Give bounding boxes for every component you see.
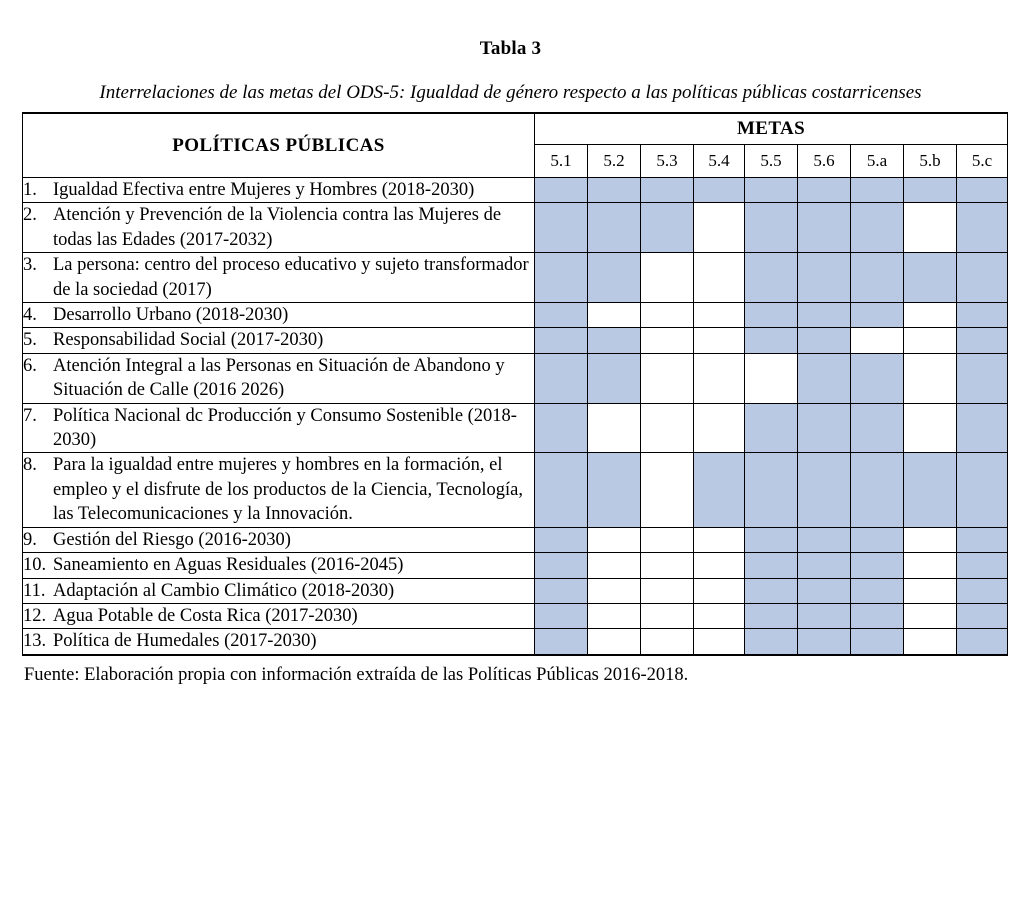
meta-cell bbox=[641, 328, 694, 353]
policy-label: Gestión del Riesgo (2016-2030) bbox=[53, 529, 291, 550]
meta-cell bbox=[535, 527, 588, 552]
meta-cell bbox=[641, 303, 694, 328]
meta-cell bbox=[588, 453, 641, 527]
meta-cell bbox=[798, 629, 851, 655]
meta-cell bbox=[904, 453, 957, 527]
meta-cell bbox=[904, 629, 957, 655]
meta-col-5-a: 5.a bbox=[851, 145, 904, 178]
policy-number: 5. bbox=[23, 330, 37, 351]
meta-cell bbox=[588, 353, 641, 403]
meta-cell bbox=[957, 527, 1008, 552]
meta-cell bbox=[851, 553, 904, 578]
header-policies: POLÍTICAS PÚBLICAS bbox=[23, 113, 535, 178]
meta-cell bbox=[957, 453, 1008, 527]
policy-label: La persona: centro del proceso educativo y sujeto transformador de la sociedad (2017) bbox=[53, 255, 529, 300]
table-number: Tabla 3 bbox=[479, 38, 542, 59]
meta-cell bbox=[641, 453, 694, 527]
policy-number: 2. bbox=[23, 205, 37, 226]
meta-cell bbox=[851, 253, 904, 303]
meta-cell bbox=[957, 578, 1008, 603]
meta-cell bbox=[798, 553, 851, 578]
meta-col-5-3: 5.3 bbox=[641, 145, 694, 178]
meta-cell bbox=[957, 629, 1008, 655]
meta-col-5-1: 5.1 bbox=[535, 145, 588, 178]
meta-cell bbox=[588, 578, 641, 603]
meta-cell bbox=[745, 578, 798, 603]
meta-cell bbox=[694, 453, 745, 527]
meta-cell bbox=[641, 178, 694, 203]
meta-cell bbox=[745, 527, 798, 552]
meta-cell bbox=[535, 328, 588, 353]
meta-cell bbox=[535, 603, 588, 628]
meta-cell bbox=[798, 453, 851, 527]
meta-cell bbox=[957, 603, 1008, 628]
interrelations-table bbox=[22, 112, 1008, 656]
policy-number: 6. bbox=[23, 355, 37, 376]
meta-cell bbox=[694, 403, 745, 453]
policy-label: Saneamiento en Aguas Residuales (2016-2045) bbox=[53, 555, 404, 576]
meta-cell bbox=[745, 253, 798, 303]
policy-label: Atención Integral a las Personas en Situación de Abandono y Situación de Calle (2016 2026) bbox=[53, 355, 505, 401]
meta-cell bbox=[851, 303, 904, 328]
meta-cell bbox=[588, 553, 641, 578]
meta-cell bbox=[641, 527, 694, 552]
meta-cell bbox=[694, 303, 745, 328]
meta-cell bbox=[957, 328, 1008, 353]
meta-cell bbox=[904, 303, 957, 328]
policy-cell bbox=[23, 303, 535, 328]
meta-cell bbox=[535, 629, 588, 655]
meta-cell bbox=[588, 303, 641, 328]
meta-cell bbox=[745, 403, 798, 453]
policy-label: Agua Potable de Costa Rica (2017-2030) bbox=[53, 605, 358, 626]
meta-cell bbox=[535, 178, 588, 203]
policy-number: 13. bbox=[23, 631, 47, 652]
meta-cell bbox=[535, 553, 588, 578]
meta-cell bbox=[851, 178, 904, 203]
meta-cell bbox=[957, 253, 1008, 303]
meta-cell bbox=[957, 303, 1008, 328]
meta-cell bbox=[957, 178, 1008, 203]
policy-cell bbox=[23, 629, 535, 655]
table-caption: Interrelaciones de las metas del ODS-5: Igualdad de género respecto a las políticas públicas costarricenses bbox=[99, 82, 922, 103]
meta-cell bbox=[588, 203, 641, 253]
meta-cell bbox=[535, 578, 588, 603]
meta-cell bbox=[851, 603, 904, 628]
meta-cell bbox=[694, 629, 745, 655]
meta-cell bbox=[798, 578, 851, 603]
meta-cell bbox=[694, 253, 745, 303]
meta-cell bbox=[957, 353, 1008, 403]
meta-cell bbox=[641, 403, 694, 453]
meta-cell bbox=[745, 203, 798, 253]
meta-cell bbox=[798, 603, 851, 628]
meta-cell bbox=[588, 253, 641, 303]
meta-cell bbox=[694, 203, 745, 253]
policy-label: Atención y Prevención de la Violencia contra las Mujeres de todas las Edades (2017-2032) bbox=[53, 205, 502, 250]
policy-label: Responsabilidad Social (2017-2030) bbox=[53, 330, 324, 351]
meta-cell bbox=[694, 553, 745, 578]
meta-cell bbox=[904, 553, 957, 578]
policy-number: 12. bbox=[23, 605, 47, 626]
policy-cell bbox=[23, 178, 535, 203]
table-body bbox=[23, 178, 1008, 655]
meta-cell bbox=[745, 328, 798, 353]
meta-cell bbox=[957, 553, 1008, 578]
policy-label: Política de Humedales (2017-2030) bbox=[53, 631, 317, 652]
policy-cell bbox=[23, 603, 535, 628]
policy-number: 7. bbox=[23, 405, 37, 426]
meta-cell bbox=[694, 328, 745, 353]
meta-cell bbox=[798, 178, 851, 203]
meta-cell bbox=[798, 203, 851, 253]
meta-cell bbox=[641, 203, 694, 253]
policy-label: Adaptación al Cambio Climático (2018-2030) bbox=[53, 580, 395, 601]
meta-cell bbox=[904, 253, 957, 303]
policy-number: 11. bbox=[23, 580, 46, 601]
meta-cell bbox=[535, 203, 588, 253]
meta-cell bbox=[798, 303, 851, 328]
meta-cell bbox=[904, 527, 957, 552]
meta-cell bbox=[694, 527, 745, 552]
meta-cell bbox=[641, 629, 694, 655]
meta-cell bbox=[694, 578, 745, 603]
meta-cell bbox=[588, 178, 641, 203]
table-row bbox=[23, 453, 1008, 527]
meta-cell bbox=[535, 303, 588, 328]
policy-number: 1. bbox=[23, 180, 37, 200]
meta-cell bbox=[535, 403, 588, 453]
meta-cell bbox=[588, 328, 641, 353]
meta-cell bbox=[904, 328, 957, 353]
document-page bbox=[0, 38, 1021, 913]
meta-col-5-b: 5.b bbox=[904, 145, 957, 178]
table-row bbox=[23, 527, 1008, 552]
table-row bbox=[23, 603, 1008, 628]
meta-cell bbox=[904, 203, 957, 253]
meta-cell bbox=[745, 453, 798, 527]
meta-cell bbox=[588, 629, 641, 655]
meta-cell bbox=[798, 328, 851, 353]
table-row bbox=[23, 303, 1008, 328]
table-row bbox=[23, 553, 1008, 578]
meta-cell bbox=[851, 527, 904, 552]
header-metas: METAS bbox=[535, 113, 1008, 145]
meta-cell bbox=[588, 603, 641, 628]
meta-cell bbox=[588, 527, 641, 552]
meta-cell bbox=[904, 178, 957, 203]
meta-cell bbox=[798, 353, 851, 403]
meta-cell bbox=[851, 403, 904, 453]
meta-cell bbox=[641, 353, 694, 403]
meta-cell bbox=[745, 178, 798, 203]
meta-cell bbox=[904, 403, 957, 453]
meta-cell bbox=[851, 353, 904, 403]
policy-cell bbox=[23, 403, 535, 453]
policy-number: 3. bbox=[23, 255, 37, 276]
meta-cell bbox=[904, 603, 957, 628]
meta-cell bbox=[904, 353, 957, 403]
meta-cell bbox=[641, 578, 694, 603]
meta-cell bbox=[798, 527, 851, 552]
table-source-note: Fuente: Elaboración propia con información extraída de las Políticas Públicas 2016-2018. bbox=[24, 664, 689, 685]
policy-number: 8. bbox=[23, 455, 37, 476]
meta-cell bbox=[798, 403, 851, 453]
policy-cell bbox=[23, 353, 535, 403]
policy-number: 10. bbox=[23, 555, 47, 576]
meta-cell bbox=[535, 453, 588, 527]
policy-label: Política Nacional dc Producción y Consumo Sostenible (2018-2030) bbox=[53, 405, 517, 451]
policy-label: Para la igualdad entre mujeres y hombres en la formación, el empleo y el disfrute de los productos de la Ciencia, Tecnología, las Telecomunicaciones y la Innovación. bbox=[53, 455, 523, 525]
policy-cell bbox=[23, 203, 535, 253]
meta-cell bbox=[745, 353, 798, 403]
table-row bbox=[23, 629, 1008, 655]
meta-col-5-2: 5.2 bbox=[588, 145, 641, 178]
table-row bbox=[23, 178, 1008, 203]
meta-col-5-5: 5.5 bbox=[745, 145, 798, 178]
table-row bbox=[23, 578, 1008, 603]
meta-cell bbox=[957, 203, 1008, 253]
meta-col-5-6: 5.6 bbox=[798, 145, 851, 178]
meta-cell bbox=[851, 203, 904, 253]
policy-cell bbox=[23, 328, 535, 353]
meta-cell bbox=[641, 253, 694, 303]
table-row bbox=[23, 353, 1008, 403]
policy-cell bbox=[23, 578, 535, 603]
policy-label: Desarrollo Urbano (2018-2030) bbox=[53, 305, 289, 326]
meta-cell bbox=[957, 403, 1008, 453]
meta-cell bbox=[641, 603, 694, 628]
policy-number: 4. bbox=[23, 305, 37, 326]
meta-cell bbox=[694, 353, 745, 403]
meta-col-5-c: 5.c bbox=[957, 145, 1008, 178]
meta-cell bbox=[588, 403, 641, 453]
policy-label: Igualdad Efectiva entre Mujeres y Hombres (2018-2030) bbox=[53, 180, 475, 200]
table-row bbox=[23, 203, 1008, 253]
meta-cell bbox=[904, 578, 957, 603]
meta-cell bbox=[641, 553, 694, 578]
table-row bbox=[23, 403, 1008, 453]
meta-col-5-4: 5.4 bbox=[694, 145, 745, 178]
meta-cell bbox=[535, 253, 588, 303]
meta-cell bbox=[745, 603, 798, 628]
table-header bbox=[23, 113, 1008, 178]
meta-cell bbox=[851, 453, 904, 527]
meta-cell bbox=[851, 328, 904, 353]
policy-cell bbox=[23, 253, 535, 303]
meta-cell bbox=[798, 253, 851, 303]
meta-cell bbox=[694, 603, 745, 628]
policy-cell bbox=[23, 553, 535, 578]
meta-cell bbox=[745, 303, 798, 328]
meta-cell bbox=[745, 553, 798, 578]
policy-cell bbox=[23, 453, 535, 527]
meta-cell bbox=[694, 178, 745, 203]
meta-cell bbox=[851, 578, 904, 603]
table-row bbox=[23, 328, 1008, 353]
policy-number: 9. bbox=[23, 529, 37, 550]
policy-cell bbox=[23, 527, 535, 552]
meta-cell bbox=[535, 353, 588, 403]
meta-cell bbox=[745, 629, 798, 655]
meta-cell bbox=[851, 629, 904, 655]
table-row bbox=[23, 253, 1008, 303]
